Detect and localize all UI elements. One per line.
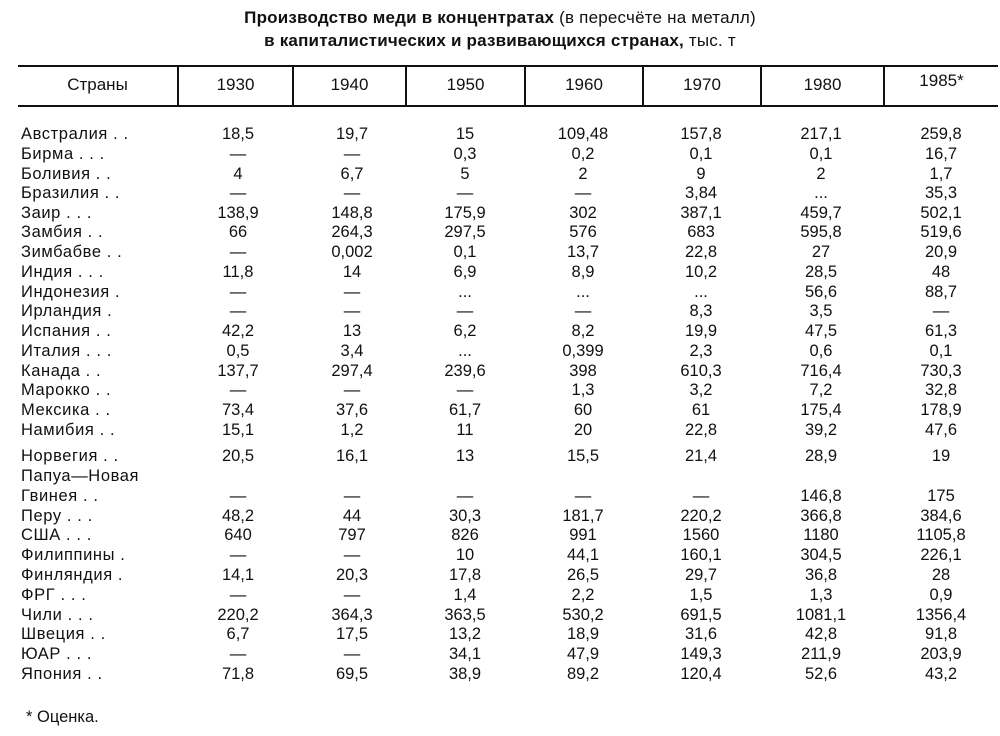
value-cell: 34,1 (448, 645, 482, 663)
value-cell: 26,5 (566, 566, 600, 584)
value-cell: — (229, 487, 247, 505)
country-name: Япония . . (21, 665, 103, 683)
value-cell: 48 (931, 263, 951, 281)
country-name: ФРГ . . . (21, 586, 87, 604)
value-cell: 9 (696, 165, 706, 183)
value-cell: 0,399 (562, 342, 604, 360)
value-cell: 10 (455, 546, 475, 564)
value-cell: 6,9 (453, 263, 477, 281)
value-cell: 37,6 (335, 401, 369, 419)
value-cell: 3,84 (684, 184, 718, 202)
value-cell: 387,1 (680, 204, 722, 222)
value-cell: — (343, 645, 361, 663)
value-cell: — (932, 302, 950, 320)
value-cell: 1,5 (689, 586, 713, 604)
value-cell: 18,5 (221, 125, 255, 143)
column-header-year: 1930 (216, 75, 255, 94)
country-name: США . . . (21, 526, 92, 544)
country-name: Финляндия . (21, 566, 124, 584)
value-cell: 28,9 (804, 447, 838, 465)
table-row (0, 301, 1000, 321)
country-name: Гвинея . . (21, 487, 99, 505)
value-cell: 39,2 (804, 421, 838, 439)
value-cell: — (229, 586, 247, 604)
value-cell: 640 (224, 526, 252, 544)
value-cell: 502,1 (920, 204, 962, 222)
value-cell: 459,7 (800, 204, 842, 222)
value-cell: ... (694, 283, 708, 301)
table-row (0, 545, 1000, 565)
value-cell: 14 (342, 263, 362, 281)
value-cell: 13 (455, 447, 475, 465)
value-cell: 13 (342, 322, 362, 340)
footnote: * Оценка. (26, 708, 99, 726)
table-row (0, 506, 1000, 526)
value-cell: — (229, 243, 247, 261)
value-cell: 0,6 (809, 342, 833, 360)
value-cell: 364,3 (331, 606, 373, 624)
value-cell: 17,5 (335, 625, 369, 643)
country-name: Норвегия . . (21, 447, 119, 465)
value-cell: 17,8 (448, 566, 482, 584)
value-cell: 137,7 (217, 362, 259, 380)
value-cell: 91,8 (924, 625, 958, 643)
value-cell: 220,2 (680, 507, 722, 525)
value-cell: — (343, 145, 361, 163)
value-cell: 0,3 (453, 145, 477, 163)
value-cell: 259,8 (920, 125, 962, 143)
table-row (0, 486, 1000, 506)
value-cell: 38,9 (448, 665, 482, 683)
table-row (0, 124, 1000, 144)
value-cell: 138,9 (217, 204, 259, 222)
value-cell: 1,7 (929, 165, 953, 183)
value-cell: 56,6 (804, 283, 838, 301)
value-cell: 264,3 (331, 223, 373, 241)
value-cell: 15 (455, 125, 475, 143)
value-cell: 2,2 (571, 586, 595, 604)
title-unit: тыс. т (688, 31, 736, 50)
value-cell: 47,6 (924, 421, 958, 439)
value-cell: 44 (342, 507, 362, 525)
column-header-year: 1970 (683, 75, 721, 94)
country-name: ЮАР . . . (21, 645, 93, 663)
value-cell: ... (458, 342, 472, 360)
value-cell: 0,9 (929, 586, 953, 604)
value-cell: 2,3 (689, 342, 713, 360)
value-cell: 530,2 (562, 606, 604, 624)
value-cell: 2 (816, 165, 826, 183)
value-cell: 384,6 (920, 507, 962, 525)
country-name: Испания . . (21, 322, 112, 340)
country-name: Марокко . . (21, 381, 112, 399)
value-cell: 991 (569, 526, 597, 544)
value-cell: — (343, 586, 361, 604)
value-cell: 302 (569, 204, 597, 222)
value-cell: 0,1 (929, 342, 953, 360)
value-cell: 1356,4 (915, 606, 967, 624)
value-cell: 4 (233, 165, 243, 183)
table-row (0, 400, 1000, 420)
value-cell: 32,8 (924, 381, 958, 399)
value-cell: 27 (811, 243, 831, 261)
value-cell: 157,8 (680, 125, 722, 143)
table-row (0, 341, 1000, 361)
value-cell: 47,9 (566, 645, 600, 663)
value-cell: 1081,1 (795, 606, 847, 624)
value-cell: 716,4 (800, 362, 842, 380)
value-cell: 1,3 (809, 586, 833, 604)
value-cell: 22,8 (684, 243, 718, 261)
value-cell: 29,7 (684, 566, 718, 584)
value-cell: 20,3 (335, 566, 369, 584)
value-cell: 6,7 (340, 165, 364, 183)
value-cell: 19,7 (335, 125, 369, 143)
country-name: Заир . . . (21, 204, 93, 222)
value-cell: 30,3 (448, 507, 482, 525)
value-cell: 304,5 (800, 546, 842, 564)
table-row (0, 624, 1000, 644)
country-name: Перу . . . (21, 507, 93, 525)
value-cell: 363,5 (444, 606, 486, 624)
value-cell: 181,7 (562, 507, 604, 525)
country-name: Швеция . . (21, 625, 106, 643)
value-cell: 43,2 (924, 665, 958, 683)
value-cell: 61 (691, 401, 711, 419)
title-bold-part: в капиталистических и развивающихся странах, (264, 31, 684, 50)
table-row (0, 664, 1000, 684)
value-cell: 1560 (682, 526, 720, 544)
column-header-year: 1940 (330, 75, 369, 94)
value-cell: 146,8 (800, 487, 842, 505)
table-row (0, 242, 1000, 262)
value-cell: — (229, 302, 247, 320)
value-cell: 8,3 (689, 302, 713, 320)
country-name: Канада . . (21, 362, 102, 380)
value-cell: 683 (687, 223, 715, 241)
column-header-year: 1980 (803, 75, 842, 94)
value-cell: 797 (338, 526, 366, 544)
table-row (0, 466, 1000, 486)
value-cell: — (343, 302, 361, 320)
value-cell: ... (458, 283, 472, 301)
country-name: Мексика . . (21, 401, 111, 419)
value-cell: 1,4 (453, 586, 477, 604)
value-cell: 13,7 (566, 243, 600, 261)
country-name: Папуа—Новая (21, 467, 140, 485)
value-cell: 175 (927, 487, 955, 505)
value-cell: 595,8 (800, 223, 842, 241)
value-cell: 88,7 (924, 283, 958, 301)
column-header-year: 1985* (919, 71, 964, 90)
value-cell: 42,8 (804, 625, 838, 643)
value-cell: 42,2 (221, 322, 255, 340)
value-cell: — (343, 184, 361, 202)
value-cell: — (574, 487, 592, 505)
value-cell: 203,9 (920, 645, 962, 663)
value-cell: — (229, 145, 247, 163)
value-cell: 73,4 (221, 401, 255, 419)
country-name: Чили . . . (21, 606, 94, 624)
value-cell: 1105,8 (916, 526, 966, 544)
value-cell: — (456, 184, 474, 202)
table-row (0, 605, 1000, 625)
value-cell: 89,2 (566, 665, 600, 683)
value-cell: 826 (451, 526, 479, 544)
value-cell: 3,5 (809, 302, 833, 320)
value-cell: 0,1 (453, 243, 477, 261)
value-cell: 297,5 (444, 223, 486, 241)
value-cell: — (343, 283, 361, 301)
table-row (0, 380, 1000, 400)
value-cell: 0,002 (331, 243, 373, 261)
table-row (0, 446, 1000, 466)
value-cell: 20,9 (924, 243, 958, 261)
value-cell: — (456, 381, 474, 399)
table-row (0, 565, 1000, 585)
value-cell: — (574, 184, 592, 202)
country-name: Филиппины . (21, 546, 126, 564)
value-cell: 52,6 (804, 665, 838, 683)
country-name: Боливия . . (21, 165, 112, 183)
table-row (0, 183, 1000, 203)
value-cell: 211,9 (800, 645, 842, 663)
value-cell: 175,9 (444, 204, 486, 222)
value-cell: 691,5 (680, 606, 722, 624)
value-cell: 22,8 (684, 421, 718, 439)
value-cell: 31,6 (684, 625, 718, 643)
value-cell: 1180 (803, 526, 839, 544)
value-cell: 220,2 (217, 606, 259, 624)
value-cell: 6,7 (226, 625, 250, 643)
value-cell: 36,8 (804, 566, 838, 584)
value-cell: 19 (931, 447, 951, 465)
value-cell: 28 (931, 566, 951, 584)
value-cell: — (229, 381, 247, 399)
value-cell: 20,5 (221, 447, 255, 465)
country-name: Индонезия . (21, 283, 121, 301)
table-top-rule (18, 65, 998, 67)
value-cell: — (229, 546, 247, 564)
value-cell: 0,5 (226, 342, 250, 360)
value-cell: — (229, 645, 247, 663)
country-name: Индия . . . (21, 263, 104, 281)
value-cell: 178,9 (920, 401, 962, 419)
value-cell: 0,1 (689, 145, 713, 163)
value-cell: 5 (460, 165, 470, 183)
country-name: Замбия . . (21, 223, 104, 241)
table-row (0, 321, 1000, 341)
value-cell: 576 (569, 223, 597, 241)
column-header-year: 1950 (446, 75, 485, 94)
value-cell: 1,2 (340, 421, 364, 439)
value-cell: 66 (228, 223, 248, 241)
value-cell: 0,2 (571, 145, 595, 163)
value-cell: 10,2 (684, 263, 718, 281)
value-cell: 0,1 (809, 145, 833, 163)
value-cell: 48,2 (221, 507, 255, 525)
value-cell: 217,1 (800, 125, 842, 143)
table-title-line-2 (0, 31, 1000, 51)
value-cell: 6,2 (453, 322, 477, 340)
table-row (0, 361, 1000, 381)
value-cell: — (574, 302, 592, 320)
table-row (0, 420, 1000, 440)
table-title-line-1 (0, 8, 1000, 28)
country-name: Италия . . . (21, 342, 112, 360)
value-cell: 47,5 (804, 322, 838, 340)
value-cell: 28,5 (804, 263, 838, 281)
value-cell: 60 (573, 401, 593, 419)
value-cell: 15,5 (566, 447, 600, 465)
value-cell: ... (814, 184, 828, 202)
value-cell: 3,2 (689, 381, 713, 399)
table-row (0, 282, 1000, 302)
value-cell: 11 (456, 421, 474, 439)
value-cell: — (343, 487, 361, 505)
country-name: Австралия . . (21, 125, 129, 143)
value-cell: 61,7 (448, 401, 482, 419)
value-cell: — (456, 302, 474, 320)
value-cell: 610,3 (680, 362, 722, 380)
value-cell: 16,7 (924, 145, 958, 163)
value-cell: 730,3 (920, 362, 962, 380)
value-cell: — (343, 381, 361, 399)
table-row (0, 203, 1000, 223)
title-light-part: (в пересчёте на металл) (559, 8, 756, 27)
value-cell: 148,8 (331, 204, 373, 222)
value-cell: 149,3 (680, 645, 722, 663)
value-cell: 519,6 (920, 223, 962, 241)
value-cell: 15,1 (221, 421, 255, 439)
value-cell: 8,9 (571, 263, 595, 281)
value-cell: 71,8 (221, 665, 255, 683)
value-cell: 366,8 (800, 507, 842, 525)
country-name: Бирма . . . (21, 145, 105, 163)
value-cell: 398 (569, 362, 597, 380)
value-cell: — (229, 283, 247, 301)
value-cell: 175,4 (800, 401, 842, 419)
column-header-year: 1960 (565, 75, 603, 94)
value-cell: — (692, 487, 710, 505)
value-cell: — (343, 546, 361, 564)
title-bold-part: Производство меди в концентратах (244, 8, 555, 27)
column-header-countries: Страны (67, 75, 128, 94)
country-name: Намибия . . (21, 421, 116, 439)
table-row (0, 525, 1000, 545)
value-cell: 16,1 (335, 447, 369, 465)
value-cell: 13,2 (448, 625, 482, 643)
value-cell: 109,48 (557, 125, 609, 143)
table-row (0, 585, 1000, 605)
value-cell: 297,4 (331, 362, 373, 380)
value-cell: 21,4 (684, 447, 718, 465)
value-cell: 20 (573, 421, 593, 439)
value-cell: ... (576, 283, 590, 301)
value-cell: — (456, 487, 474, 505)
table-row (0, 262, 1000, 282)
country-name: Ирландия . (21, 302, 113, 320)
value-cell: 11,8 (222, 263, 254, 281)
value-cell: 8,2 (571, 322, 595, 340)
value-cell: 19,9 (684, 322, 718, 340)
country-name: Бразилия . . (21, 184, 121, 202)
value-cell: 160,1 (680, 546, 722, 564)
value-cell: 14,1 (221, 566, 255, 584)
table-row (0, 222, 1000, 242)
value-cell: 120,4 (680, 665, 722, 683)
value-cell: 1,3 (571, 381, 595, 399)
country-name: Зимбабве . . (21, 243, 123, 261)
value-cell: 69,5 (335, 665, 369, 683)
value-cell: 18,9 (566, 625, 600, 643)
value-cell: 226,1 (920, 546, 962, 564)
value-cell: 61,3 (924, 322, 958, 340)
value-cell: 239,6 (444, 362, 486, 380)
value-cell: — (229, 184, 247, 202)
value-cell: 7,2 (809, 381, 833, 399)
table-row (0, 644, 1000, 664)
value-cell: 3,4 (340, 342, 364, 360)
value-cell: 35,3 (924, 184, 958, 202)
value-cell: 2 (578, 165, 588, 183)
table-row (0, 144, 1000, 164)
value-cell: 44,1 (566, 546, 600, 564)
table-header-rule (18, 105, 998, 107)
table-row (0, 164, 1000, 184)
